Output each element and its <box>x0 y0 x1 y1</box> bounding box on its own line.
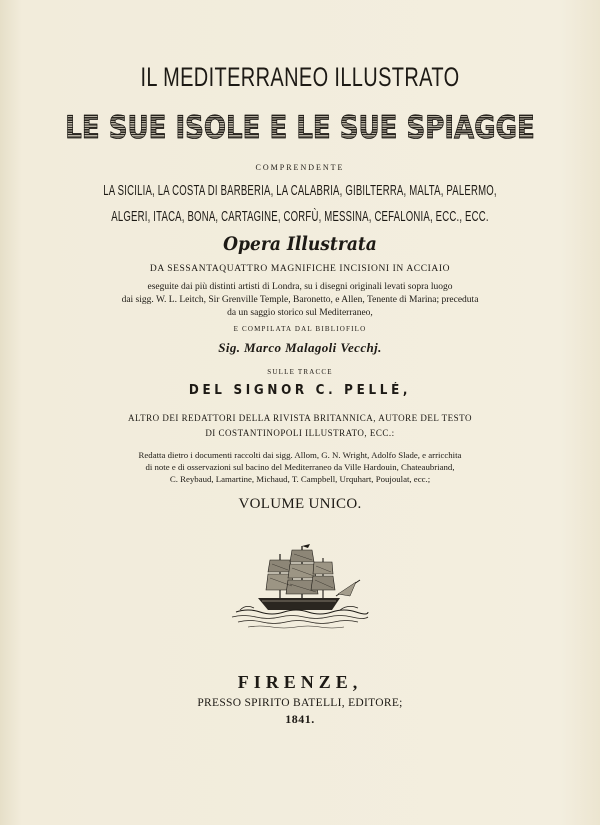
incisioni-line: DA SESSANTAQUATTRO MAGNIFICHE INCISIONI IN ACCIAIO <box>149 264 451 274</box>
book-subtitle: LE SUE ISOLE E LE SUE SPIAGGE <box>48 110 552 146</box>
ship-engraving <box>228 540 372 632</box>
pelle-description-2: DI COSTANTINOPOLI ILLUSTRATO, ECC.: <box>205 428 395 438</box>
compilata-label: E COMPILATA DAL BIBLIOFILO <box>233 325 367 333</box>
volume-label: VOLUME UNICO. <box>238 496 362 512</box>
documents-line-3: C. Reybaud, Lamartine, Michaud, T. Campbell, Urquhart, Poujoulat, ecc.; <box>169 474 431 484</box>
documents-line-2: di note e di osservazioni sul bacino del Mediterraneo da Ville Hardouin, Chateaubriand, <box>145 462 455 472</box>
city: FIRENZE, <box>237 672 363 692</box>
documents-line-1: Redatta dietro i documenti raccolti dai sigg. Allom, G. N. Wright, Adolfo Slade, e arricchita <box>138 450 462 460</box>
publisher: PRESSO SPIRITO BATELLI, EDITORE; <box>197 697 403 709</box>
compiler-name: Sig. Marco Malagoli Vecchj. <box>218 340 382 355</box>
places-line-2: ALGERI, ITACA, BONA, CARTAGINE, CORFÙ, MESSINA, CEFALONIA, ECC., ECC. <box>111 209 489 225</box>
comprendente-label: COMPRENDENTE <box>255 163 345 172</box>
pelle-description-1: ALTRO DEI REDATTORI DELLA RIVISTA BRITANNICA, AUTORE DEL TESTO <box>128 413 472 423</box>
artists-line-1: eseguite dai più distinti artisti di Londra, su i disegni originali levati sopra luogo <box>147 282 453 292</box>
book-title: IL MEDITERRANEO ILLUSTRATO <box>140 62 460 92</box>
opera-illustrata: Opera Illustrata <box>223 233 377 255</box>
sulle-tracce-label: SULLE TRACCE <box>267 368 333 376</box>
artists-line-2: dai sigg. W. L. Leitch, Sir Grenville Temple, Baronetto, e Allen, Tenente di Marina; preceduta <box>121 295 479 305</box>
pelle-name: DEL SIGNOR C. PELLÉ, <box>188 383 412 398</box>
places-line-1: LA SICILIA, LA COSTA DI BARBERIA, LA CALABRIA, GIBILTERRA, MALTA, PALERMO, <box>103 183 497 199</box>
artists-line-3: da un saggio storico sul Mediterraneo, <box>227 308 373 318</box>
year: 1841. <box>285 712 315 726</box>
